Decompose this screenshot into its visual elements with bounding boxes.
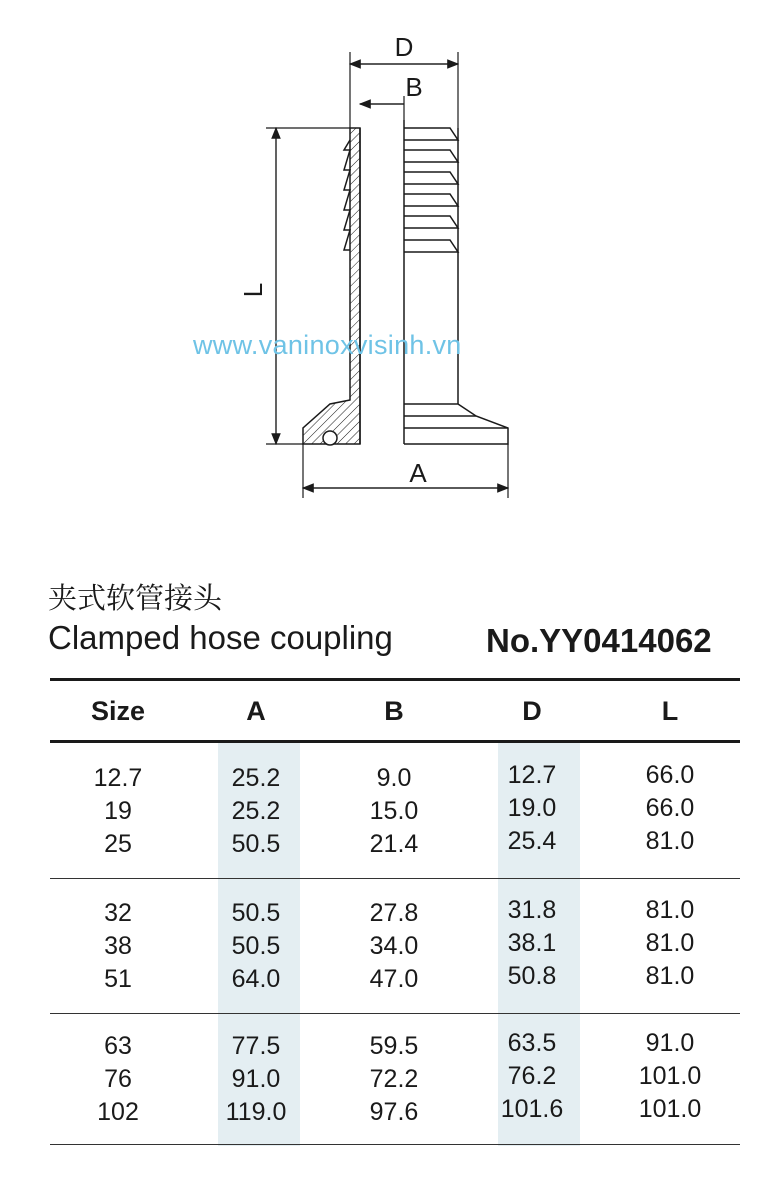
cell-b: 72.2	[369, 1065, 419, 1093]
cell-a: 50.5	[231, 899, 281, 927]
cell-size: 38	[104, 932, 132, 960]
cell-size: 32	[104, 899, 132, 927]
coupling-section	[303, 120, 508, 445]
product-title-chinese: 夹式软管接头	[48, 581, 223, 615]
cell-a: 50.5	[231, 932, 281, 960]
cell-size: 12.7	[93, 764, 143, 792]
cell-size: 63	[104, 1032, 132, 1060]
cell-d: 31.8	[507, 896, 557, 924]
cell-size: 51	[104, 965, 132, 993]
table-top-rule	[50, 678, 740, 681]
table-bottom-rule	[50, 1144, 740, 1145]
cell-d: 25.4	[507, 827, 557, 855]
group-divider-1	[50, 878, 740, 879]
groove-circle	[323, 431, 337, 445]
cell-b: 59.5	[369, 1032, 419, 1060]
cell-b: 97.6	[369, 1098, 419, 1126]
cell-l: 66.0	[645, 761, 695, 789]
cell-b: 9.0	[376, 764, 412, 792]
dim-label-d: D	[394, 32, 414, 62]
header-b: B	[384, 696, 404, 726]
header-l: L	[661, 696, 679, 726]
cell-a: 77.5	[231, 1032, 281, 1060]
header-bottom-rule	[50, 740, 740, 743]
cell-l: 81.0	[645, 929, 695, 957]
cell-l: 66.0	[645, 794, 695, 822]
cell-d: 63.5	[507, 1029, 557, 1057]
section-wall-hatched	[303, 128, 360, 444]
cell-l: 101.0	[638, 1062, 702, 1090]
serrations-left	[344, 140, 350, 250]
cell-d: 38.1	[507, 929, 557, 957]
header-a: A	[246, 696, 266, 726]
cell-b: 34.0	[369, 932, 419, 960]
product-title-english: Clamped hose coupling	[48, 619, 393, 656]
cell-a: 91.0	[231, 1065, 281, 1093]
cell-b: 15.0	[369, 797, 419, 825]
cell-d: 76.2	[507, 1062, 557, 1090]
cell-a: 64.0	[231, 965, 281, 993]
cell-l: 91.0	[645, 1029, 695, 1057]
cell-a: 25.2	[231, 764, 281, 792]
flange-right	[404, 404, 508, 444]
dim-label-a: A	[409, 458, 427, 488]
cell-size: 76	[104, 1065, 132, 1093]
cell-b: 27.8	[369, 899, 419, 927]
cell-d: 50.8	[507, 962, 557, 990]
cell-d: 19.0	[507, 794, 557, 822]
cell-l: 81.0	[645, 962, 695, 990]
header-size: Size	[90, 696, 146, 726]
technical-drawing	[0, 0, 771, 560]
cell-l: 101.0	[638, 1095, 702, 1123]
cell-size: 19	[104, 797, 132, 825]
cell-size: 25	[104, 830, 132, 858]
header-d: D	[522, 696, 542, 726]
barbs-right	[404, 128, 458, 252]
cell-a: 25.2	[231, 797, 281, 825]
cell-a: 119.0	[225, 1098, 287, 1126]
watermark-url: www.vaninoxvisinh.vn	[193, 330, 462, 360]
cell-d: 12.7	[507, 761, 557, 789]
cell-l: 81.0	[645, 896, 695, 924]
dim-label-b: B	[405, 72, 423, 102]
model-number: No.YY0414062	[486, 622, 712, 659]
cell-d: 101.6	[500, 1095, 564, 1123]
group-divider-2	[50, 1013, 740, 1014]
cell-b: 47.0	[369, 965, 419, 993]
cell-size: 102	[97, 1098, 139, 1126]
cell-b: 21.4	[369, 830, 419, 858]
cell-a: 50.5	[231, 830, 281, 858]
dim-label-l: L	[238, 282, 268, 298]
cell-l: 81.0	[645, 827, 695, 855]
